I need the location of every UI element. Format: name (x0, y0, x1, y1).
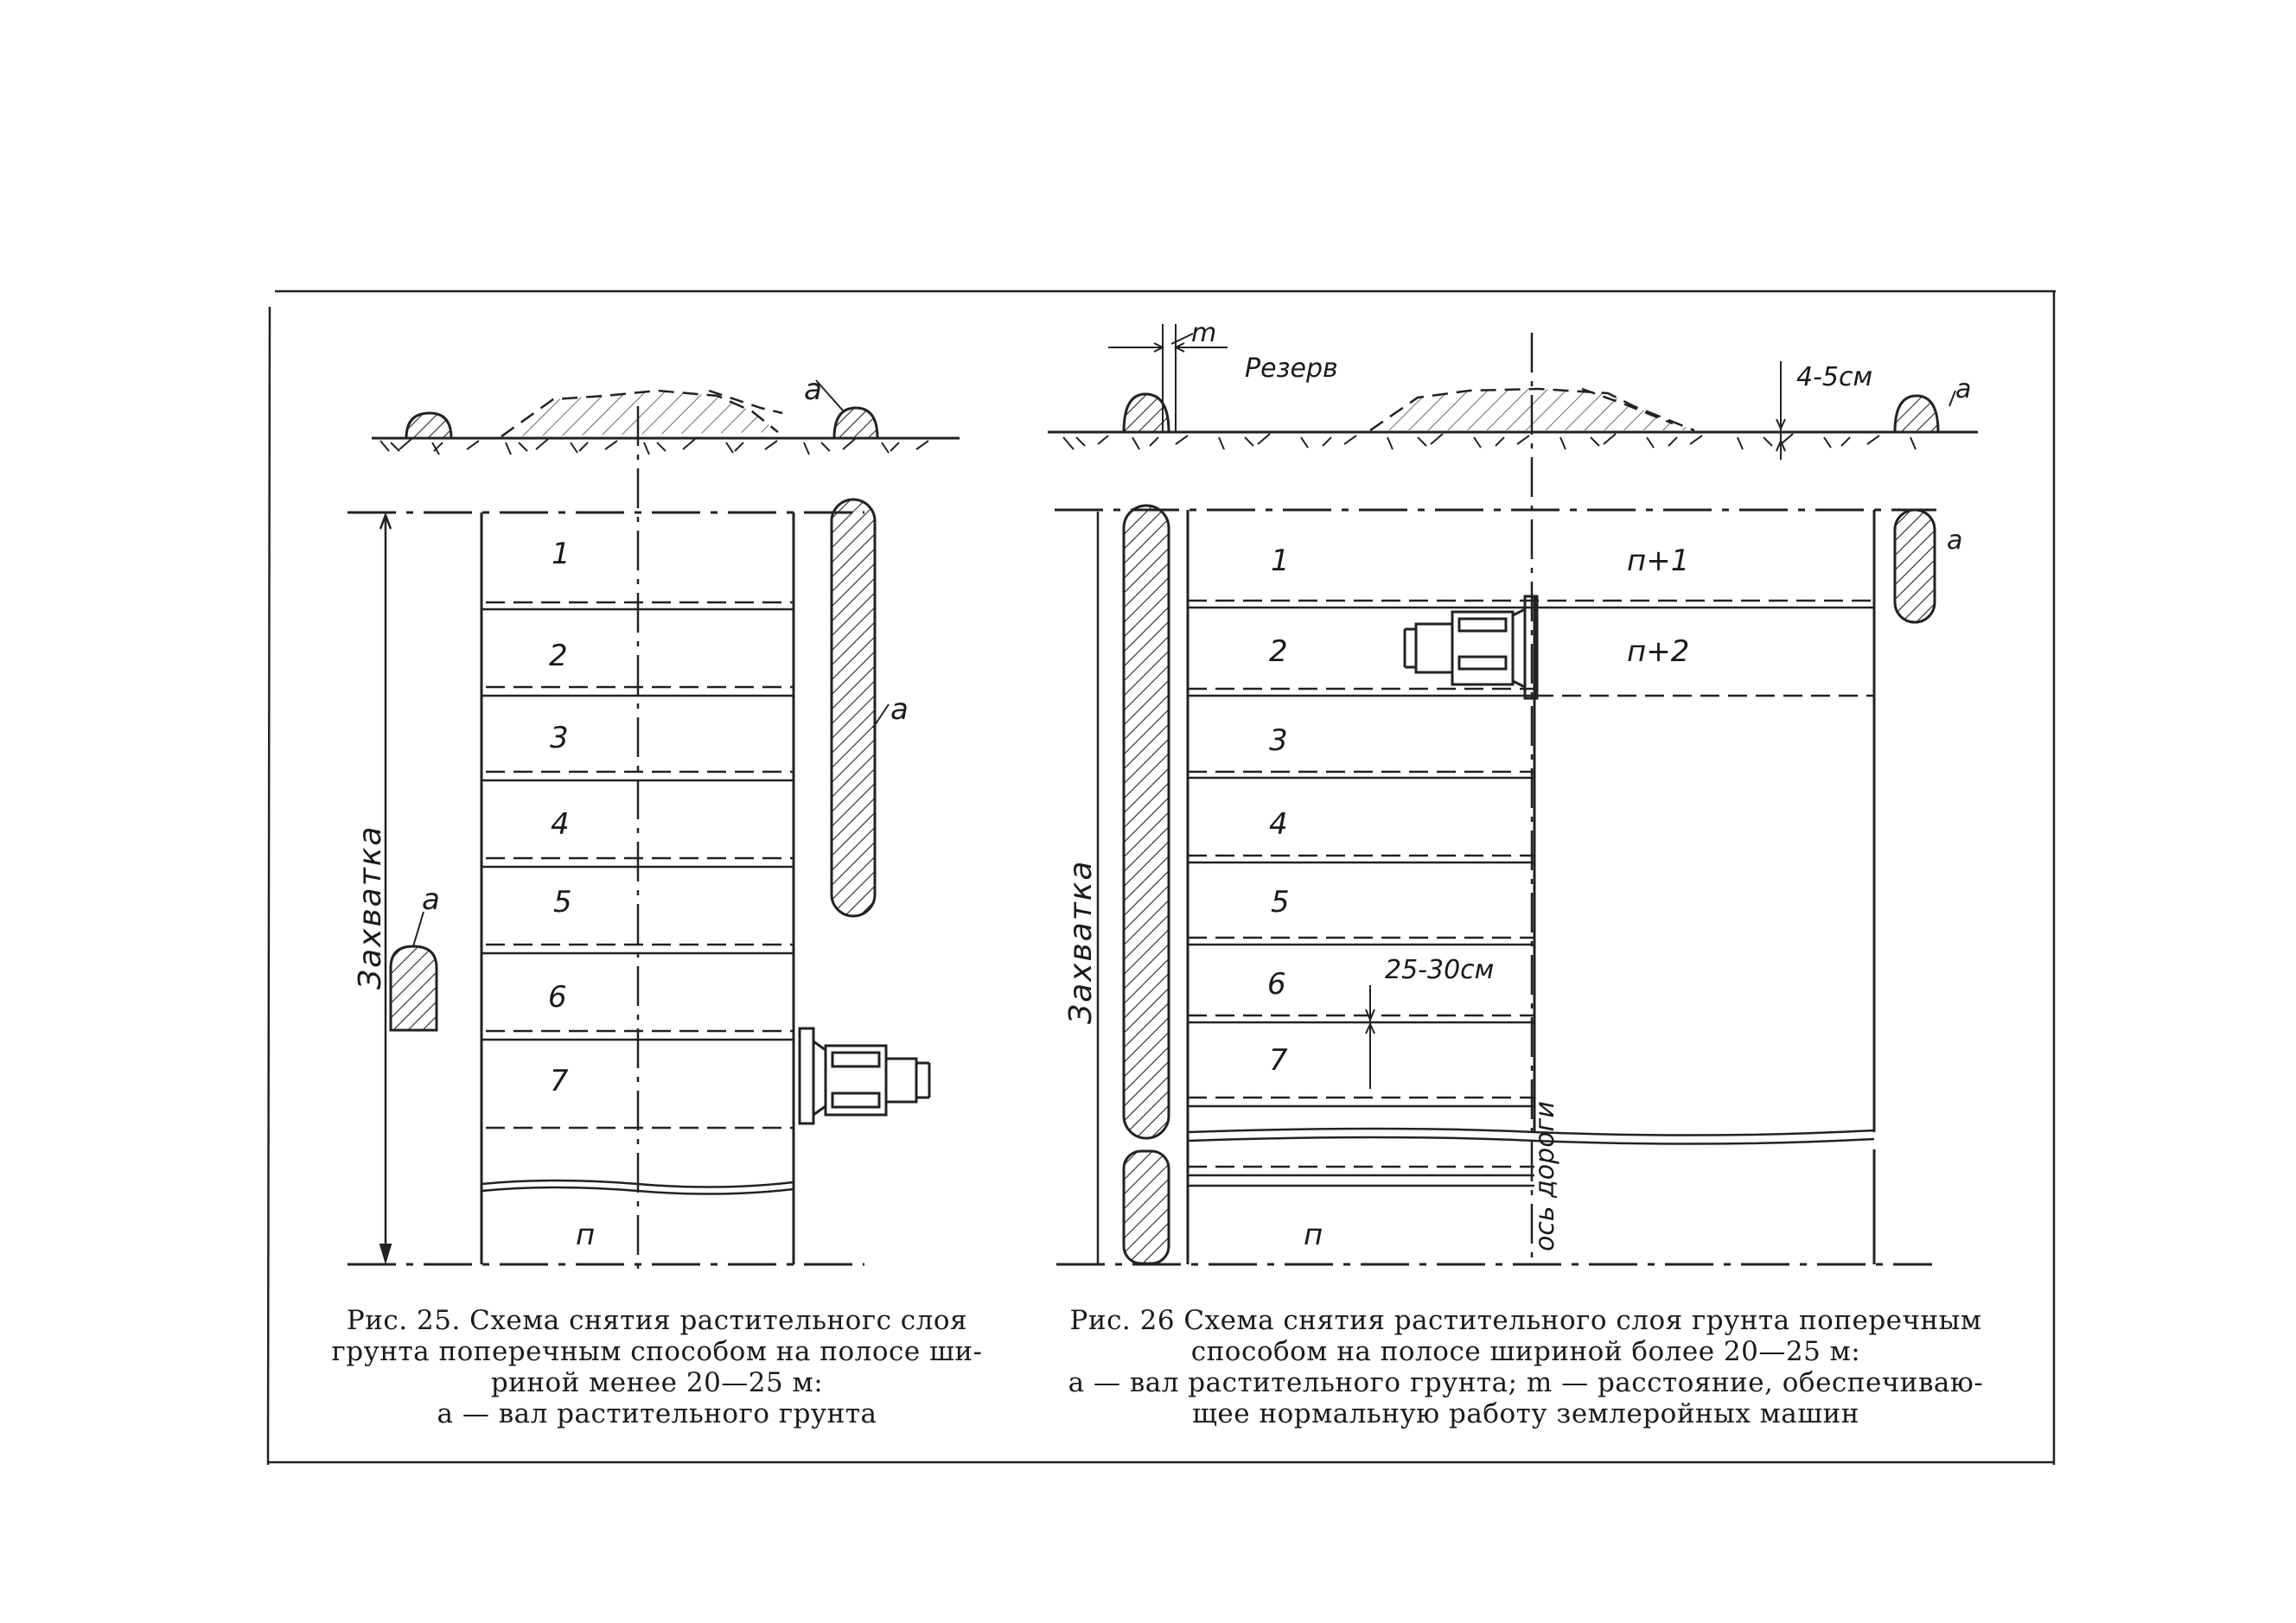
fig25-label-a-top: а (804, 372, 822, 407)
fig25-bulldozer-icon (800, 1028, 929, 1123)
fig26-row-n-plus-2: п+2 (1627, 634, 1690, 669)
fig25-mound-right (834, 408, 877, 438)
fig25-row-3: 3 (550, 721, 569, 755)
fig25-label-a-right: а (890, 692, 909, 727)
fig26-row-1: 1 (1271, 544, 1290, 578)
fig26-label-a-top: а (1955, 374, 1972, 404)
fig26-label-strip: 25-30см (1385, 955, 1495, 985)
fig25-row-4: 4 (551, 807, 570, 842)
fig25-center-mound (501, 391, 778, 436)
fig26-mound-right (1895, 396, 1938, 432)
fig26-row-2: 2 (1269, 634, 1288, 669)
fig26-dimension-depth (1776, 361, 1785, 460)
fig25-windrow-right (832, 500, 875, 916)
fig25-windrow-left (391, 946, 437, 1030)
fig25-caption-line-4: а — вал растительного грунта (437, 1398, 877, 1429)
fig26-row-5: 5 (1271, 885, 1290, 920)
fig25-mound-left (406, 413, 451, 438)
fig26-caption (1059, 1305, 1993, 1429)
fig26-row-n: п (1304, 1218, 1323, 1252)
fig26-caption-line-2: способом на полосе шириной более 20—25 м: (1190, 1336, 1861, 1367)
fig25-row-7: 7 (550, 1064, 569, 1098)
fig26-caption-line-4: щее нормальную работу землеройных машин (1192, 1398, 1859, 1429)
fig26-label-depth: 4-5см (1796, 362, 1873, 392)
fig26-label-reserve: Резерв (1245, 353, 1338, 384)
fig25-caption-line-1: Рис. 25. Схема снятия растительногс слоя (346, 1305, 968, 1336)
fig25-label-capture: Захватка (353, 824, 388, 990)
fig25-row-n: п (576, 1218, 596, 1252)
fig26-row-7: 7 (1269, 1043, 1288, 1078)
fig25-row-2: 2 (549, 639, 568, 673)
fig25-row-5: 5 (553, 885, 572, 920)
fig26-caption-line-1: Рис. 26 Схема снятия растительного слоя грунта поперечным (1069, 1305, 1982, 1336)
fig26-windrow-right (1895, 510, 1935, 622)
fig25-caption-line-3: риной менее 20—25 м: (490, 1367, 824, 1398)
fig26-label-m: m (1191, 318, 1217, 348)
fig26-bulldozer-icon (1405, 596, 1537, 698)
fig25-row-1: 1 (552, 537, 571, 571)
fig26-row-4: 4 (1269, 807, 1288, 842)
fig25-label-a-left: а (422, 882, 440, 917)
fig26-row-6: 6 (1267, 967, 1286, 1002)
fig26-label-a-right: а (1947, 525, 1963, 556)
fig26-label-capture: Захватка (1063, 859, 1099, 1024)
fig26-ground (1048, 432, 1978, 449)
fig26-row-n-plus-1: п+1 (1627, 544, 1690, 578)
fig26-dimension-strip (1366, 985, 1374, 1089)
fig25-row-6: 6 (548, 980, 567, 1015)
fig25-caption-line-2: грунта поперечным способом на полосе ши- (331, 1336, 983, 1367)
fig26-label-axis: ось дороги (1530, 1101, 1560, 1251)
fig26-diagram (1048, 318, 1978, 1264)
fig26-row-3: 3 (1269, 723, 1288, 758)
fig25-caption (328, 1305, 985, 1429)
fig26-windrow-left-short (1124, 1151, 1169, 1263)
fig26-caption-line-3: а — вал растительного грунта; m — расстояние, обеспечиваю- (1068, 1367, 1984, 1398)
fig25-ground (372, 438, 960, 455)
fig25-diagram (348, 372, 960, 1275)
fig26-windrow-left-long (1124, 506, 1169, 1138)
